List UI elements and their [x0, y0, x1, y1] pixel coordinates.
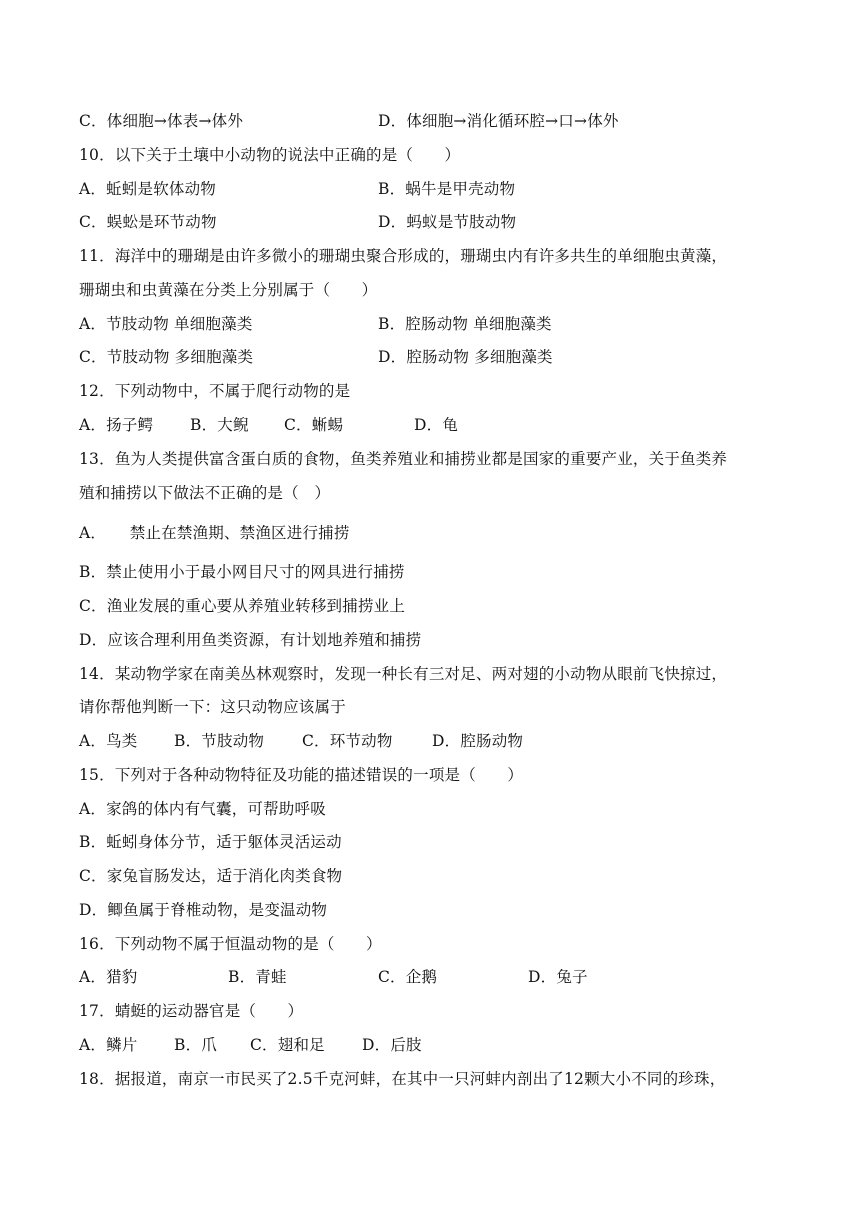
q16-option-a: A．猎豹	[79, 968, 138, 986]
q15-option-c: C．家兔盲肠发达，适于消化肉类食物	[79, 867, 343, 885]
q14-option-d: D．腔肠动物	[432, 732, 524, 750]
q15-option-b: B．蚯蚓身体分节，适于躯体灵活运动	[79, 833, 342, 851]
q15-option-d: D．鲫鱼属于脊椎动物，是变温动物	[79, 901, 328, 919]
q9-option-d: D．体细胞→消化循环腔→口→体外	[378, 112, 619, 130]
q13-option-a: A． 禁止在禁渔期、禁渔区进行捕捞	[79, 524, 350, 542]
q10-option-d: D．蚂蚁是节肢动物	[378, 213, 517, 231]
q13-option-d: D．应该合理利用鱼类资源，有计划地养殖和捕捞	[79, 631, 422, 649]
q12-option-c: C．蜥蜴	[284, 416, 344, 434]
q17-option-d: D．后肢	[362, 1036, 422, 1054]
q14-option-b: B．节肢动物	[174, 732, 265, 750]
q17-option-c: C．翅和足	[250, 1036, 325, 1054]
q11-stem-line2: 珊瑚虫和虫黄藻在分类上分别属于（ ）	[79, 281, 378, 299]
q11-option-a: A．节肢动物 单细胞藻类	[79, 315, 253, 333]
q12-stem: 12．下列动物中，不属于爬行动物的是	[79, 382, 351, 400]
q15-option-a: A．家鸽的体内有气囊，可帮助呼吸	[79, 800, 326, 818]
q15-stem: 15．下列对于各种动物特征及功能的描述错误的一项是（ ）	[79, 766, 524, 784]
q10-option-b: B．蜗牛是甲壳动物	[378, 180, 516, 198]
q11-option-b: B．腔肠动物 单细胞藻类	[378, 315, 552, 333]
q12-option-a: A．扬子鳄	[79, 416, 154, 434]
q13-stem-line1: 13．鱼为人类提供富含蛋白质的食物，鱼类养殖业和捕捞业都是国家的重要产业，关于鱼类养	[79, 450, 728, 468]
q11-option-c: C．节肢动物 多细胞藻类	[79, 348, 254, 366]
q12-option-d: D．龟	[414, 416, 459, 434]
q18-stem-line1: 18．据报道，南京一市民买了2.5千克河蚌，在其中一只河蚌内剖出了12颗大小不同的珍珠，	[79, 1070, 726, 1088]
q10-option-c: C．蜈蚣是环节动物	[79, 213, 217, 231]
q16-option-d: D．兔子	[528, 968, 588, 986]
q17-option-b: B．爪	[174, 1036, 217, 1054]
q14-option-a: A．鸟类	[79, 732, 138, 750]
q10-stem: 10．以下关于土壤中小动物的说法中正确的是（ ）	[79, 146, 461, 164]
q17-option-a: A．鳞片	[79, 1036, 138, 1054]
q17-stem: 17．蜻蜓的运动器官是（ ）	[79, 1002, 304, 1020]
q11-stem-line1: 11．海洋中的珊瑚是由许多微小的珊瑚虫聚合形成的，珊瑚虫内有许多共生的单细胞虫黄藻，	[79, 247, 728, 265]
q14-stem-line2: 请你帮他判断一下：这只动物应该属于	[79, 698, 346, 716]
q14-stem-line1: 14．某动物学家在南美丛林观察时，发现一种长有三对足、两对翅的小动物从眼前飞快掠过，	[79, 665, 728, 683]
q16-stem: 16．下列动物不属于恒温动物的是（ ）	[79, 935, 382, 953]
q16-option-c: C．企鹅	[378, 968, 438, 986]
q12-option-b: B．大鲵	[190, 416, 249, 434]
q13-option-c: C．渔业发展的重心要从养殖业转移到捕捞业上	[79, 597, 406, 615]
q13-stem-line2: 殖和捕捞以下做法不正确的是（ ）	[79, 484, 331, 502]
q10-option-a: A．蚯蚓是软体动物	[79, 180, 216, 198]
q13-option-b: B．禁止使用小于最小网目尺寸的网具进行捕捞	[79, 563, 405, 581]
q9-option-c: C．体细胞→体表→体外	[79, 112, 244, 130]
q14-option-c: C．环节动物	[302, 732, 393, 750]
q16-option-b: B．青蛙	[228, 968, 287, 986]
q11-option-d: D．腔肠动物 多细胞藻类	[378, 348, 553, 366]
